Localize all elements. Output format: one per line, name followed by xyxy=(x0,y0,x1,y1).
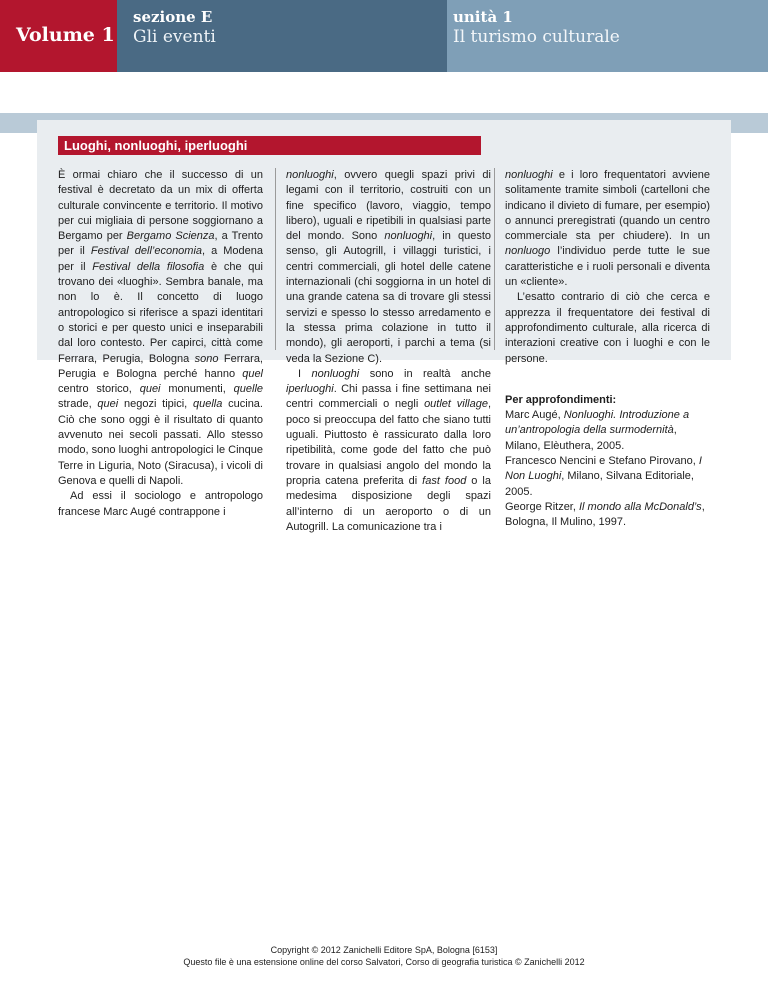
reference-item: George Ritzer, Il mondo alla McDonald’s, Bologna, Il Mulino, 1997. xyxy=(505,500,705,529)
volume-tab xyxy=(0,0,117,72)
volume-label: Volume 1 xyxy=(16,24,115,46)
references-title: Per approfondimenti: xyxy=(505,393,617,406)
text-column-1 xyxy=(58,168,263,520)
column-divider xyxy=(275,168,276,350)
section-header xyxy=(117,0,447,72)
unit-label: unità 1 xyxy=(453,8,513,26)
box-title: Luoghi, nonluoghi, iperluoghi xyxy=(64,138,248,153)
column-divider xyxy=(494,168,495,350)
paragraph: nonluoghi, ovvero quegli spazi privi di legami con il territorio, costruiti con un fine specifico (lavoro, viaggio, tempo libero), uguali e ripetibili in qualsiasi parte del mondo. Sono nonluoghi, in questo senso, gli Autogrill, i villaggi turistici, i centri commerciali, gli hotel delle catene internazionali (chi soggiorna in un hotel di una grande catena sa di trovare gli stessi servizi e spesso lo stesso arredamento e la stessa prima colazione in tutto il mondo), gli aeroporti, i parchi a tema (si veda la Sezione C). xyxy=(286,169,491,365)
footer xyxy=(0,944,768,968)
paragraph: L’esatto contrario di ciò che cerca e apprezza il frequentatore dei festival di approfondimento culturale, alla ricerca di interazioni creative con i luoghi e con le persone. xyxy=(505,291,710,365)
copyright-line: Copyright © 2012 Zanichelli Editore SpA, Bologna [6153] xyxy=(270,945,498,955)
paragraph: nonluoghi e i loro frequentatori avviene solitamente tramite simboli (cartelloni che indicano il divieto di fumare, per esempio) o annunci preregistrati (quando un centro commerciale sta per chiudere). In un nonluogo l’individuo perde tutte le sue caratteristiche e i ruoli personali e diventa un «cliente». xyxy=(505,169,710,289)
section-title: Gli eventi xyxy=(133,27,216,47)
course-line: Questo file è una estensione online del corso Salvatori, Corso di geografia turistica © Zanichelli 2012 xyxy=(183,957,585,967)
box-title-bar xyxy=(58,136,481,155)
paragraph: I nonluoghi sono in realtà anche iperluoghi. Chi passa i fine settimana nei centri commerciali o negli outlet village, poco si preoccupa del fatto che siano tutti uguali. Piuttosto è rassicurato dalla loro ripetibilità, come gode del fatto che può trovare in qualsiasi angolo del mondo la propria catena preferita di fast food o la medesima disposizione degli spazi all’interno di un aeroporto o di un Autogrill. La comunicazione tra i xyxy=(286,367,491,533)
reference-item: Marc Augé, Nonluoghi. Introduzione a un’antropologia della surmodernità, Milano, Elèuthera, 2005. xyxy=(505,409,690,452)
unit-header xyxy=(447,0,768,72)
unit-title: Il turismo culturale xyxy=(453,27,620,47)
paragraph: È ormai chiaro che il successo di un festival è decretato da un mix di offerta culturale convincente e territorio. Il motivo per cui migliaia di persone soggiornano a Bergamo per Bergamo Scienza, a Trento per il Festival dell’economia, a Modena per il Festival della filosofia è che qui trovano dei «luoghi». Sembra banale, ma non lo è. Il concetto di luogo antropologico si riferisce a spazi identitari o storici e per questo unici e inseparabili dal loro contesto. Per capirci, città come Ferrara, Perugia, Bologna sono Ferrara, Perugia e Bologna perché hanno quel centro storico, quei monumenti, quelle strade, quei negozi tipici, quella cucina. Ciò che sono oggi è il risultato di quanto avvenuto nei secoli passati. Allo stesso modo, sono luoghi antropologici le Cinque Terre in Liguria, Noto (Siracusa), i vicoli di Genova e quelli di Napoli. xyxy=(58,169,264,487)
references xyxy=(505,393,710,531)
paragraph: Ad essi il sociologo e antropologo francese Marc Augé contrappone i xyxy=(58,490,263,518)
text-column-2 xyxy=(286,168,491,535)
text-column-3 xyxy=(505,168,710,531)
reference-item: Francesco Nencini e Stefano Pirovano, I Non Luoghi, Milano, Silvana Editoriale, 2005. xyxy=(505,455,702,498)
section-label: sezione E xyxy=(133,8,213,26)
